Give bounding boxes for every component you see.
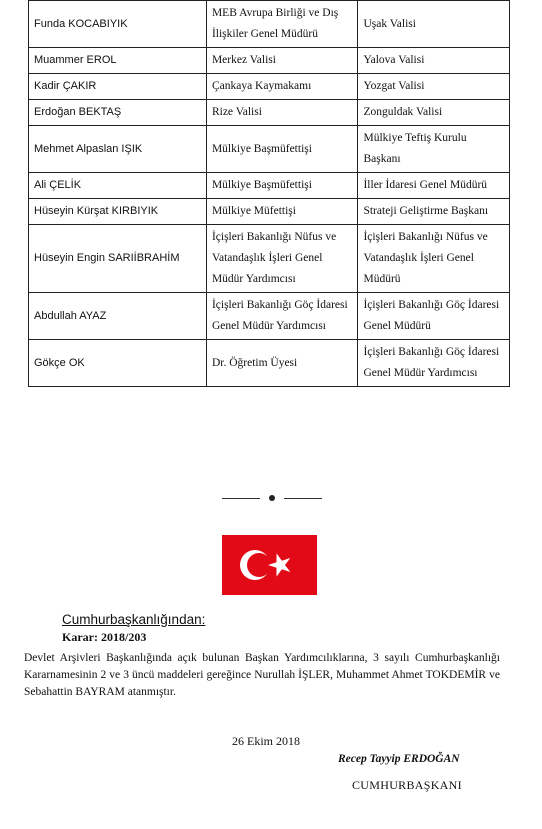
table-row	[29, 126, 510, 173]
divider-dot	[269, 495, 275, 501]
table-row	[29, 173, 510, 199]
new-position: Mülkiye Teftiş Kurulu Başkanı	[358, 126, 510, 173]
table-row	[29, 74, 510, 100]
table-row	[29, 48, 510, 74]
new-position: Zonguldak Valisi	[358, 100, 510, 126]
person-name: Erdoğan BEKTAŞ	[29, 100, 207, 126]
table-row	[29, 199, 510, 225]
previous-position: Rize Valisi	[206, 100, 358, 126]
new-position: Uşak Valisi	[358, 1, 510, 48]
turkish-flag	[222, 535, 317, 595]
previous-position: Merkez Valisi	[206, 48, 358, 74]
decree-text: Devlet Arşivleri Başkanlığında açık bulunan Başkan Yardımcılıklarına, 3 sayılı Cumhurbaşkanlığı Kararnamesinin 2 ve 3 üncü maddeleri gereğince Nurullah İŞLER, Muhammet Ahmet TOKDEMİR ve Sebahattin BAYRAM atanmıştır.	[24, 652, 500, 698]
previous-position: İçişleri Bakanlığı Göç İdaresi Genel Müdür Yardımcısı	[206, 293, 358, 340]
previous-position: Mülkiye Başmüfettişi	[206, 126, 358, 173]
previous-position: İçişleri Bakanlığı Nüfus ve Vatandaşlık İşleri Genel Müdür Yardımcısı	[206, 225, 358, 293]
previous-position: Mülkiye Müfettişi	[206, 199, 358, 225]
divider-line	[284, 498, 322, 499]
appointments-table	[28, 0, 510, 387]
new-position: İçişleri Bakanlığı Nüfus ve Vatandaşlık İşleri Genel Müdürü	[358, 225, 510, 293]
new-position: İller İdaresi Genel Müdürü	[358, 173, 510, 199]
decree-number: Karar: 2018/203	[62, 630, 147, 644]
new-position: Yozgat Valisi	[358, 74, 510, 100]
decree-heading: Cumhurbaşkanlığından:	[62, 612, 206, 627]
table-row	[29, 225, 510, 293]
table-row	[29, 293, 510, 340]
previous-position: MEB Avrupa Birliği ve Dış İlişkiler Genel Müdürü	[206, 1, 358, 48]
person-name: Mehmet Alpaslan IŞIK	[29, 126, 207, 173]
person-name: Ali ÇELİK	[29, 173, 207, 199]
table-row	[29, 100, 510, 126]
person-name: Gökçe OK	[29, 340, 207, 387]
table-row	[29, 340, 510, 387]
person-name: Muammer EROL	[29, 48, 207, 74]
crescent-star-icon	[222, 535, 317, 595]
new-position: İçişleri Bakanlığı Göç İdaresi Genel Müdürü	[358, 293, 510, 340]
person-name: Kadir ÇAKIR	[29, 74, 207, 100]
person-name: Funda KOCABIYIK	[29, 1, 207, 48]
person-name: Hüseyin Engin SARIİBRAHİM	[29, 225, 207, 293]
previous-position: Mülkiye Başmüfettişi	[206, 173, 358, 199]
previous-position: Dr. Öğretim Üyesi	[206, 340, 358, 387]
new-position: İçişleri Bakanlığı Göç İdaresi Genel Müdür Yardımcısı	[358, 340, 510, 387]
person-name: Abdullah AYAZ	[29, 293, 207, 340]
divider-line	[222, 498, 260, 499]
new-position: Yalova Valisi	[358, 48, 510, 74]
decree-date: 26 Ekim 2018	[232, 734, 300, 748]
signer-office: CUMHURBAŞKANI	[352, 778, 462, 792]
new-position: Strateji Geliştirme Başkanı	[358, 199, 510, 225]
previous-position: Çankaya Kaymakamı	[206, 74, 358, 100]
person-name: Hüseyin Kürşat KIRBIYIK	[29, 199, 207, 225]
section-divider	[222, 493, 322, 505]
table-row	[29, 1, 510, 48]
signer-name: Recep Tayyip ERDOĞAN	[338, 753, 460, 765]
